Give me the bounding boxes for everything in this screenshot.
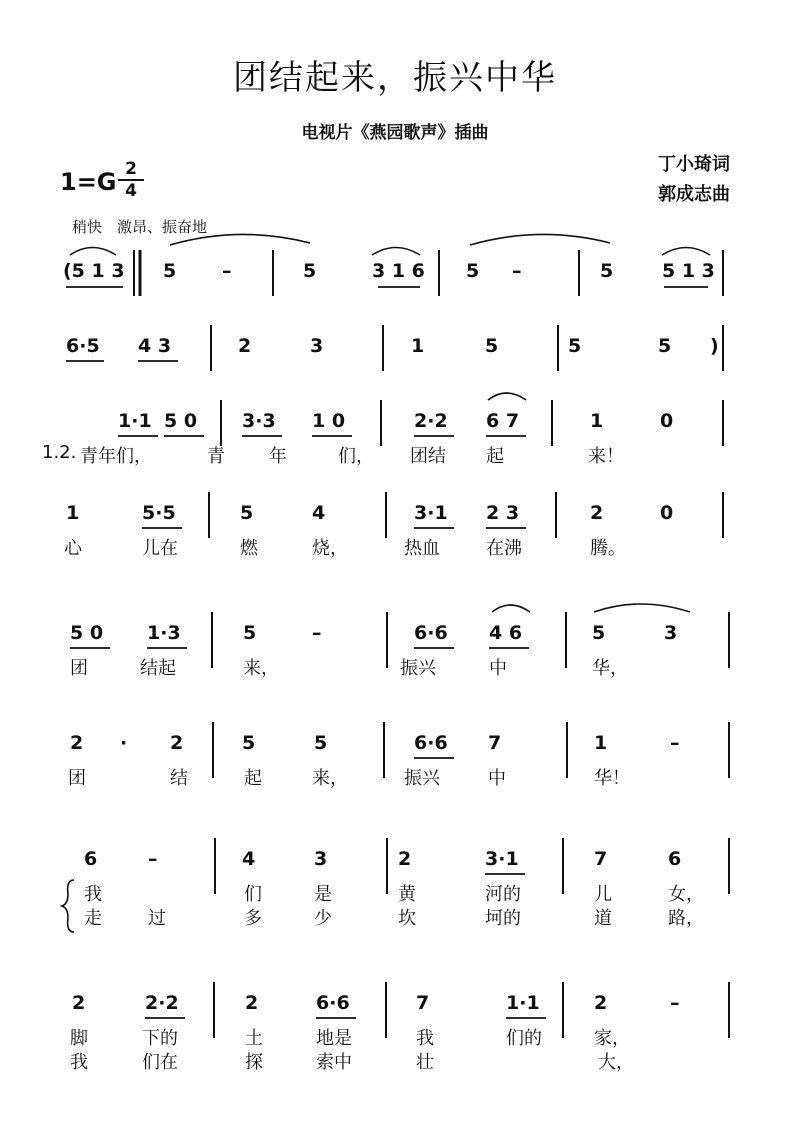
note-group: 5 <box>314 732 328 754</box>
note-group: – <box>670 992 680 1014</box>
note-group: 6 <box>84 848 98 870</box>
slur <box>488 393 526 400</box>
lyric-syllable: 来！ <box>588 446 624 467</box>
lyric-syllable-verse2: 们在 <box>142 1052 178 1073</box>
note-group: 7 <box>488 732 502 754</box>
note-group: 2·2 <box>145 992 179 1014</box>
bar-line <box>565 612 567 668</box>
bar-line <box>272 250 274 296</box>
note-group: 5 0 <box>70 622 104 644</box>
bar-line <box>578 250 580 296</box>
lyric-syllable-verse2: 走 <box>84 908 102 929</box>
note-group: 1·3 <box>147 622 181 644</box>
lyric-syllable-verse2: 我 <box>70 1052 88 1073</box>
note-group: 5 <box>242 732 256 754</box>
lyric-syllable-verse2: 多 <box>244 908 262 929</box>
bar-line <box>728 982 730 1038</box>
note-group: 3·1 <box>485 848 519 870</box>
note-group: 5 <box>568 335 582 357</box>
lyric-syllable-verse2: 道 <box>594 908 612 929</box>
lyric-syllable: 烧， <box>312 538 348 559</box>
note-group: 3 <box>664 622 678 644</box>
bar-line <box>438 250 440 296</box>
bar-line <box>133 250 135 296</box>
note-group: – <box>312 622 322 644</box>
note-group: 2 <box>70 732 84 754</box>
bar-line <box>728 838 730 894</box>
note-group: 2 <box>170 732 184 754</box>
lyric-syllable: 下的 <box>142 1028 178 1049</box>
note-group: 5 <box>485 335 499 357</box>
lyric-syllable: 们， <box>338 446 374 467</box>
lyric-syllable: 团结 <box>410 446 446 467</box>
verse-brace <box>62 880 74 932</box>
bar-line <box>380 400 382 446</box>
bar-line <box>722 325 724 371</box>
lyric-syllable: 是 <box>314 884 332 905</box>
lyric-syllable: 儿 <box>594 884 612 905</box>
lyric-syllable: 华！ <box>594 768 630 789</box>
lyric-syllable: 家， <box>594 1028 630 1049</box>
note-group: 3·1 <box>414 502 448 524</box>
bar-line <box>728 722 730 778</box>
note-group: 2·2 <box>414 410 448 432</box>
bar-line <box>722 250 724 296</box>
note-group: 2 <box>238 335 252 357</box>
note-group: 2 <box>245 992 259 1014</box>
bar-line <box>383 722 385 778</box>
bar-line <box>562 982 564 1038</box>
note-group: 2 <box>590 502 604 524</box>
bar-line <box>551 400 553 446</box>
song-subtitle: 电视片《燕园歌声》插曲 <box>301 123 489 143</box>
slur <box>170 234 310 245</box>
lyric-syllable: 在沸 <box>486 538 522 559</box>
note-group: 0 <box>660 410 674 432</box>
note-group: 1 <box>66 502 80 524</box>
time-signature-bottom: 4 <box>125 181 137 201</box>
note-group: 3 1 6 <box>372 260 425 282</box>
note-group: 5 <box>600 260 614 282</box>
time-signature-top: 2 <box>125 159 137 179</box>
lyric-syllable-verse2: 索中 <box>316 1052 352 1073</box>
bar-line <box>722 492 724 538</box>
note-group: 6·5 <box>66 335 100 357</box>
note-group: 5 1 3 <box>662 260 715 282</box>
note-group: 2 <box>398 848 412 870</box>
lyric-syllable: 中 <box>489 658 507 679</box>
note-group: 1 <box>411 335 425 357</box>
note-group: 5·5 <box>142 502 176 524</box>
note-group: 5 <box>240 502 254 524</box>
bar-line <box>385 982 387 1038</box>
lyric-syllable-verse2: 路， <box>668 908 704 929</box>
lyric-syllable: 青 <box>207 446 225 467</box>
lyric-syllable: 地是 <box>316 1028 352 1049</box>
triplet-arc <box>372 248 420 256</box>
lyric-syllable: 结 <box>170 768 188 789</box>
lyric-syllable: 年 <box>269 446 287 467</box>
note-group: 5 <box>303 260 317 282</box>
bar-line <box>555 492 557 538</box>
bar-line <box>212 722 214 778</box>
lyric-syllable: 结起 <box>140 658 176 679</box>
lyric-syllable-verse2: 坎 <box>398 908 416 929</box>
lyric-syllable: 起 <box>244 768 262 789</box>
lyric-syllable: 团 <box>70 658 88 679</box>
note-group: – <box>222 260 232 282</box>
composer-credit: 郭成志曲 <box>658 184 730 205</box>
bar-line <box>213 982 215 1038</box>
note-group: 7 <box>416 992 430 1014</box>
note-group: 1 <box>590 410 604 432</box>
note-group: 5 <box>466 260 480 282</box>
lyric-syllable: 振兴 <box>404 768 440 789</box>
note-group: (5 1 3 <box>63 260 125 282</box>
note-group: 1 <box>594 732 608 754</box>
note-group: 5 <box>658 335 672 357</box>
note-group: 2 3 <box>486 502 520 524</box>
lyric-syllable: 燃 <box>240 538 258 559</box>
lyric-syllable: 腾。 <box>590 538 626 559</box>
bar-line <box>385 492 387 538</box>
lyric-syllable: 女， <box>668 884 704 905</box>
triplet-arc <box>70 248 116 256</box>
lyric-syllable: 们的 <box>506 1028 542 1049</box>
note-group: 1 0 <box>312 410 346 432</box>
lyric-syllable: 心 <box>64 538 82 559</box>
note-group: – <box>670 732 680 754</box>
tempo-marking: 稍快 激昂、振奋地 <box>72 218 208 236</box>
lyric-syllable: 来， <box>312 768 348 789</box>
note-group: 3·3 <box>242 410 276 432</box>
lyric-syllable: 来， <box>243 658 279 679</box>
lyric-syllable: 我 <box>84 884 102 905</box>
lyric-syllable-verse2: 坷的 <box>485 908 521 929</box>
note-group: 4 3 <box>138 335 172 357</box>
note-group: 3 <box>314 848 328 870</box>
note-group: 5 0 <box>164 410 198 432</box>
lyricist-credit: 丁小琦词 <box>658 154 730 175</box>
lyric-syllable: 中 <box>488 768 506 789</box>
bar-line <box>722 400 724 446</box>
key-signature: 1=G <box>60 168 117 196</box>
note-group: 6 7 <box>486 410 520 432</box>
note-group: 7 <box>594 848 608 870</box>
note-group: 1·1 <box>118 410 152 432</box>
lyric-syllable-verse2: 过 <box>148 908 166 929</box>
lyric-syllable: 我 <box>416 1028 434 1049</box>
bar-line <box>211 612 213 668</box>
bar-line <box>562 838 564 894</box>
bar-line <box>214 838 216 894</box>
note-group: ) <box>710 335 719 357</box>
note-group: 5 <box>243 622 257 644</box>
bar-line <box>382 325 384 371</box>
bar-line <box>566 722 568 778</box>
note-group: · <box>120 732 128 754</box>
triplet-arc <box>662 248 710 256</box>
bar-line <box>220 400 222 446</box>
lyric-syllable: 青年们， <box>80 446 152 467</box>
note-group: 4 6 <box>489 622 523 644</box>
bar-line <box>210 325 212 371</box>
bar-line <box>557 325 559 371</box>
lyric-syllable: 们 <box>244 884 262 905</box>
lyric-syllable: 热血 <box>404 538 440 559</box>
slur <box>492 605 530 612</box>
lyric-syllable: 黄 <box>398 884 416 905</box>
lyric-syllable-verse2: 壮 <box>416 1052 434 1073</box>
lyric-syllable: 土 <box>245 1028 263 1049</box>
note-group: 6 <box>668 848 682 870</box>
note-group: – <box>512 260 522 282</box>
note-group: 5 <box>592 622 606 644</box>
lyric-syllable: 脚 <box>70 1028 88 1049</box>
lyric-syllable-verse2: 少 <box>314 908 332 929</box>
lyric-syllable: 华， <box>592 658 628 679</box>
lyric-syllable: 团 <box>68 768 86 789</box>
lyric-syllable-verse2: 探 <box>245 1052 263 1073</box>
note-group: 1·1 <box>506 992 540 1014</box>
slur <box>470 234 610 245</box>
bar-line <box>386 838 388 894</box>
lyric-syllable: 1.2. <box>42 442 77 463</box>
note-group: 4 <box>242 848 256 870</box>
note-group: – <box>148 848 158 870</box>
note-group: 0 <box>660 502 674 524</box>
note-group: 3 <box>310 335 324 357</box>
note-group: 6·6 <box>414 732 448 754</box>
note-group: 6·6 <box>414 622 448 644</box>
lyric-syllable: 振兴 <box>400 658 436 679</box>
bar-line <box>386 612 388 668</box>
note-group: 2 <box>594 992 608 1014</box>
bar-line <box>208 492 210 538</box>
lyric-syllable: 儿在 <box>142 538 178 559</box>
lyric-syllable: 河的 <box>485 884 521 905</box>
lyric-syllable: 起 <box>486 446 504 467</box>
bar-line <box>728 612 730 668</box>
slur <box>594 604 690 612</box>
note-group: 6·6 <box>316 992 350 1014</box>
lyric-syllable-verse2: 大， <box>598 1052 634 1073</box>
note-group: 2 <box>72 992 86 1014</box>
song-title: 团结起来，振兴中华 <box>233 58 557 98</box>
note-group: 5 <box>163 260 177 282</box>
note-group: 4 <box>312 502 326 524</box>
